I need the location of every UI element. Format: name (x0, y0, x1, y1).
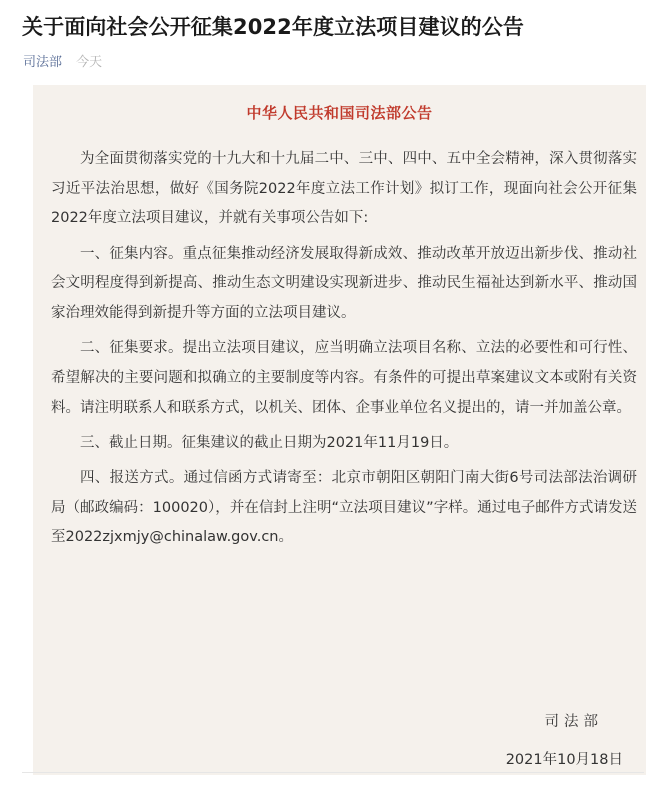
notice-paragraph-intro: 为全面贯彻落实党的十九大和十九届二中、三中、四中、五中全会精神，深入贯彻落实习近平法治思想，做好《国务院2022年度立法工作计划》拟订工作，现面向社会公开征集2022年度立法项目建议，并就有关事项公告如下: (51, 151, 637, 227)
notice-paragraph-content: 一、征集内容。重点征集推动经济发展取得新成效、推动改革开放迈出新步伐、推动社会文明程度得到新提高、推动生态文明建设实现新进步、推动民生福祉达到新水平、推动国家治理效能得到新提升等方面的立法项目建议。 (51, 245, 637, 322)
signature-date: 2021年10月18日 (505, 752, 623, 768)
notice-paragraph-submission: 四、报送方式。通过信函方式请寄至：北京市朝阳区朝阳门南大街6号司法部法治调研局（邮政编码：100020），并在信封上注明“立法项目建议”字样。通过电子邮件方式请发送至2022zjxmjy@chinalaw.gov.cn。 (51, 470, 637, 546)
article-title: 关于面向社会公开征集2022年度立法项目建议的公告 (22, 15, 524, 39)
account-name-link[interactable]: 司法部 (23, 55, 63, 70)
article-meta (23, 51, 102, 70)
notice-body (51, 145, 637, 559)
notice-heading: 中华人民共和国司法部公告 (246, 104, 433, 122)
signature-org: 司法部 (544, 714, 603, 730)
notice-paragraph-requirements: 二、征集要求。提出立法项目建议，应当明确立法项目名称、立法的必要性和可行性、希望解决的主要问题和拟确立的主要制度等内容。有条件的可提出草案建议文本或附有关资料。请注明联系人和联系方式，以机关、团体、企事业单位名义提出的，请一并加盖公章。 (51, 340, 637, 416)
publish-date: 今天 (76, 55, 103, 70)
notice-paragraph-deadline: 三、截止日期。征集建议的截止日期为2021年11月19日。 (80, 434, 459, 451)
bottom-divider (22, 772, 644, 773)
notice-image (33, 85, 646, 775)
